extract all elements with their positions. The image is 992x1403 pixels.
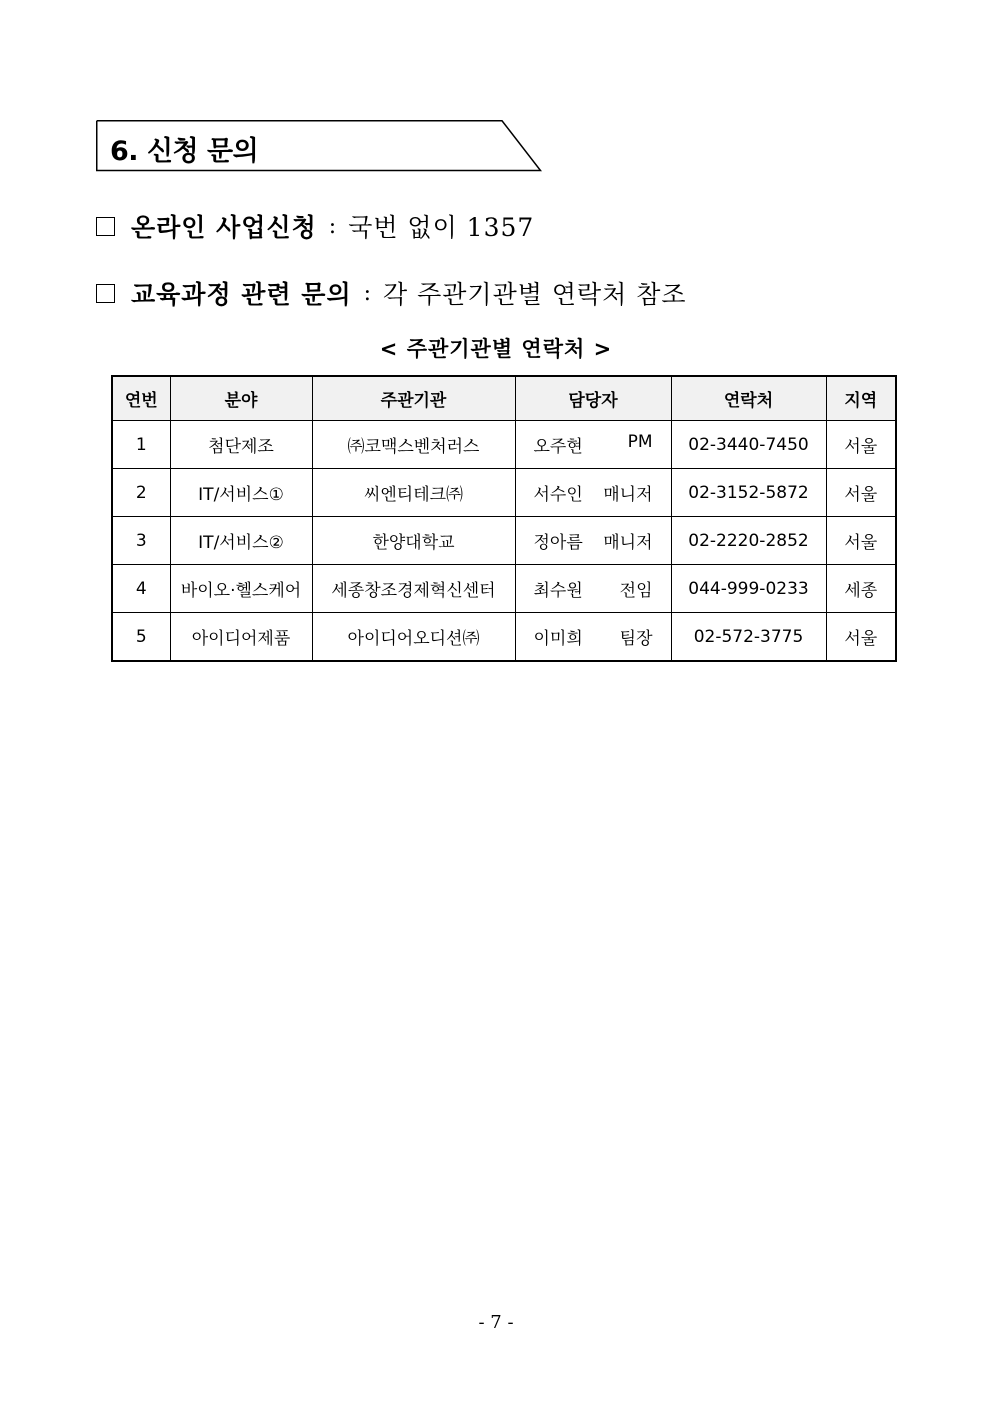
person-name: 서수인 [533, 485, 583, 505]
person-role: 매니저 [603, 485, 653, 505]
cell-region: 서울 [826, 469, 896, 517]
header-field: 분야 [170, 376, 312, 421]
person-role: 전임 [619, 581, 653, 601]
section-title: 6. 신청 문의 [110, 136, 259, 167]
bullet-text: 국번 없이 1357 [348, 213, 535, 242]
person-name: 최수원 [533, 581, 583, 601]
person-role: 팀장 [619, 629, 653, 649]
cell-field: 아이디어제품 [170, 613, 312, 662]
cell-region: 서울 [826, 421, 896, 469]
cell-org: 씨엔티테크㈜ [312, 469, 515, 517]
cell-field: IT/서비스① [170, 469, 312, 517]
bullet-separator: : [363, 280, 372, 306]
checkbox-square-icon [96, 217, 115, 236]
cell-field: 바이오·헬스케어 [170, 565, 312, 613]
cell-no: 4 [112, 565, 170, 613]
cell-org: ㈜코맥스벤처러스 [312, 421, 515, 469]
bullet-education-inquiry [96, 275, 687, 311]
cell-phone: 02-572-3775 [671, 613, 826, 662]
person-name: 오주현 [533, 437, 583, 457]
bullet-separator: : [328, 213, 337, 239]
section-title-box [96, 120, 542, 172]
person-role: PM [627, 432, 653, 452]
cell-phone: 044-999-0233 [671, 565, 826, 613]
cell-no: 3 [112, 517, 170, 565]
cell-org: 아이디어오디션㈜ [312, 613, 515, 662]
header-no: 연번 [112, 376, 170, 421]
cell-person [515, 421, 671, 469]
table-row [112, 517, 896, 565]
contacts-table [111, 375, 897, 662]
cell-no: 2 [112, 469, 170, 517]
cell-person [515, 565, 671, 613]
table-row [112, 469, 896, 517]
cell-org: 한양대학교 [312, 517, 515, 565]
table-caption: < 주관기관별 연락처 > [379, 337, 613, 361]
cell-person [515, 517, 671, 565]
bullet-online-application [96, 208, 534, 244]
header-region: 지역 [826, 376, 896, 421]
person-name: 정아름 [533, 533, 583, 553]
cell-region: 세종 [826, 565, 896, 613]
page-number: - 7 - [478, 1312, 514, 1333]
table-row [112, 421, 896, 469]
checkbox-square-icon [96, 284, 115, 303]
header-org: 주관기관 [312, 376, 515, 421]
cell-org: 세종창조경제혁신센터 [312, 565, 515, 613]
header-phone: 연락처 [671, 376, 826, 421]
header-contact-person: 담당자 [515, 376, 671, 421]
table-row [112, 565, 896, 613]
cell-region: 서울 [826, 517, 896, 565]
table-header-row [112, 376, 896, 421]
cell-region: 서울 [826, 613, 896, 662]
cell-no: 5 [112, 613, 170, 662]
cell-field: 첨단제조 [170, 421, 312, 469]
cell-person [515, 613, 671, 662]
cell-person [515, 469, 671, 517]
person-name: 이미희 [533, 629, 583, 649]
cell-no: 1 [112, 421, 170, 469]
cell-field: IT/서비스② [170, 517, 312, 565]
cell-phone: 02-3440-7450 [671, 421, 826, 469]
bullet-label: 온라인 사업신청 [131, 213, 317, 242]
cell-phone: 02-2220-2852 [671, 517, 826, 565]
bullet-text: 각 주관기관별 연락처 참조 [383, 280, 687, 309]
table-row [112, 613, 896, 662]
bullet-label: 교육과정 관련 문의 [131, 280, 352, 309]
cell-phone: 02-3152-5872 [671, 469, 826, 517]
person-role: 매니저 [603, 533, 653, 553]
